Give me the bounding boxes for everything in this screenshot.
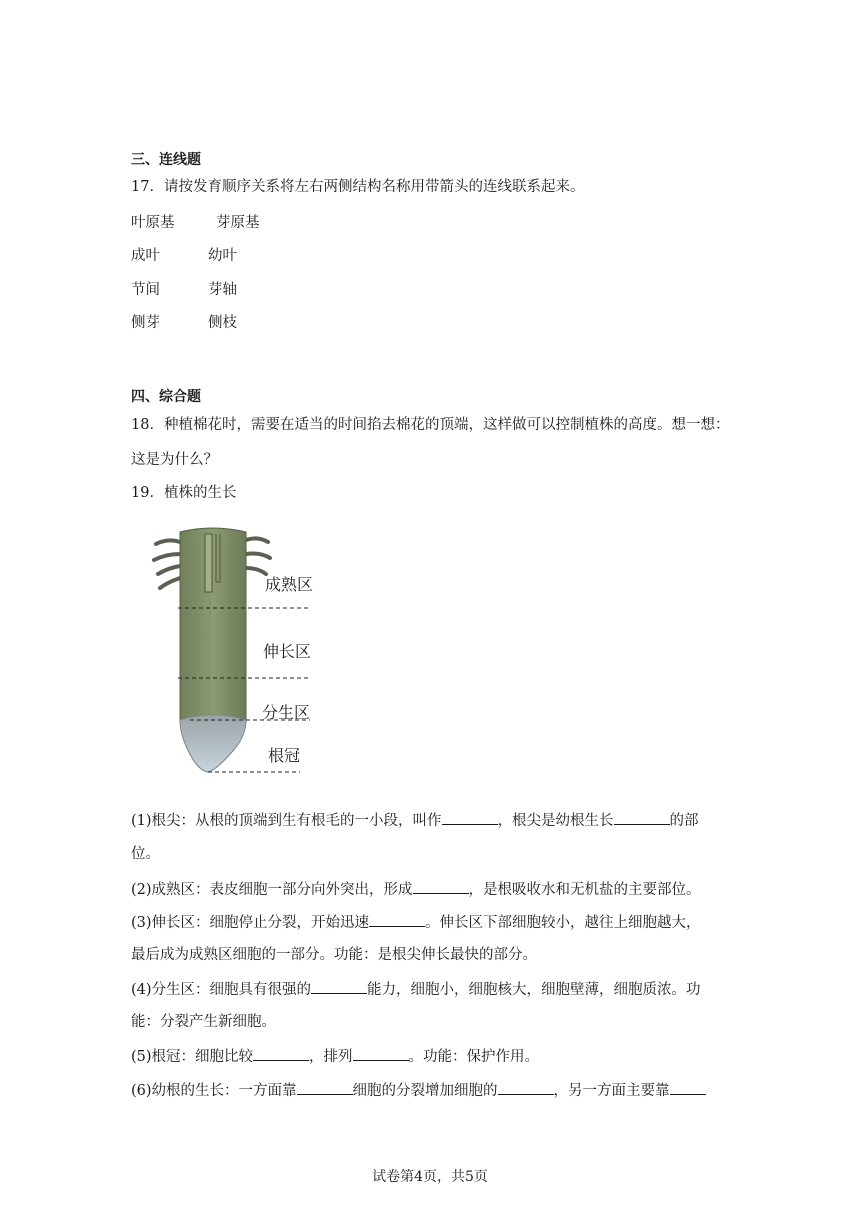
answer-blank[interactable]	[311, 979, 367, 994]
match-right-4: 侧枝	[208, 315, 237, 331]
item-2-text-a: (2)成熟区：表皮细胞一部分向外突出，形成	[131, 882, 413, 898]
section-heading-matching: 三、连线题	[131, 152, 201, 168]
item-1-line1	[131, 810, 699, 831]
label-root-cap: 根冠	[268, 746, 301, 765]
item-4-line1	[131, 979, 701, 1000]
item-1-text-a: (1)根尖：从根的顶端到生有根毛的一小段，叫作	[131, 813, 442, 829]
question-17: 17．请按发育顺序关系将左右两侧结构名称用带箭头的连线联系起来。	[131, 179, 585, 195]
item-6-text-c: ，另一方面主要靠	[553, 1083, 670, 1099]
item-6	[131, 1080, 706, 1101]
item-6-text-a: (6)幼根的生长：一方面靠	[131, 1083, 297, 1099]
match-right-3: 芽轴	[208, 282, 237, 298]
item-4-text-a: (4)分生区：细胞具有很强的	[131, 982, 312, 998]
item-3-line2: 最后成为成熟区细胞的一部分。功能：是根尖伸长最快的部分。	[131, 947, 537, 963]
match-right-1: 芽原基	[216, 215, 260, 231]
match-left-3: 节间	[131, 282, 160, 298]
question-18-line2: 这是为什么？	[131, 452, 218, 468]
label-maturation-zone: 成熟区	[265, 575, 314, 594]
question-18-line1: 18．种植棉花时，需要在适当的时间掐去棉花的顶端，这样做可以控制植株的高度。想一想：	[131, 417, 730, 433]
page-footer: 试卷第4页，共5页	[372, 1169, 488, 1185]
answer-blank[interactable]	[442, 810, 498, 825]
item-2	[131, 879, 701, 900]
section-heading-comprehensive: 四、综合题	[131, 389, 201, 405]
item-1-line2: 位。	[131, 846, 160, 862]
item-4-line2: 能：分裂产生新细胞。	[131, 1014, 276, 1030]
answer-blank[interactable]	[413, 879, 469, 894]
item-5-text-a: (5)根冠：细胞比较	[131, 1049, 254, 1065]
answer-blank[interactable]	[297, 1080, 353, 1095]
answer-blank[interactable]	[369, 912, 425, 927]
item-5-text-b: ，排列	[309, 1049, 353, 1065]
label-meristematic-zone: 分生区	[262, 703, 311, 722]
label-elongation-zone: 伸长区	[263, 642, 312, 661]
answer-blank[interactable]	[353, 1046, 409, 1061]
item-2-text-b: ，是根吸收水和无机盐的主要部位。	[468, 882, 701, 898]
answer-blank[interactable]	[670, 1080, 706, 1095]
item-1-text-c: 的部	[669, 813, 699, 829]
item-3-text-b: 。伸长区下部细胞较小，越往上细胞越大，	[425, 915, 701, 931]
item-3-line1	[131, 912, 701, 933]
item-1-text-b: ，根尖是幼根生长	[497, 813, 614, 829]
item-5-text-c: 。功能：保护作用。	[408, 1049, 540, 1065]
match-left-4: 侧芽	[131, 315, 160, 331]
match-left-1: 叶原基	[131, 215, 175, 231]
question-19: 19．植株的生长	[131, 485, 237, 501]
answer-blank[interactable]	[614, 810, 670, 825]
item-6-text-b: 细胞的分裂增加细胞的	[352, 1083, 498, 1099]
item-4-text-b: 能力，细胞小，细胞核大，细胞壁薄，细胞质浓。功	[367, 982, 701, 998]
answer-blank[interactable]	[498, 1080, 554, 1095]
item-3-text-a: (3)伸长区：细胞停止分裂，开始迅速	[131, 915, 370, 931]
item-5	[131, 1046, 539, 1067]
match-left-2: 成叶	[131, 248, 160, 264]
match-right-2: 幼叶	[208, 248, 237, 264]
answer-blank[interactable]	[253, 1046, 309, 1061]
